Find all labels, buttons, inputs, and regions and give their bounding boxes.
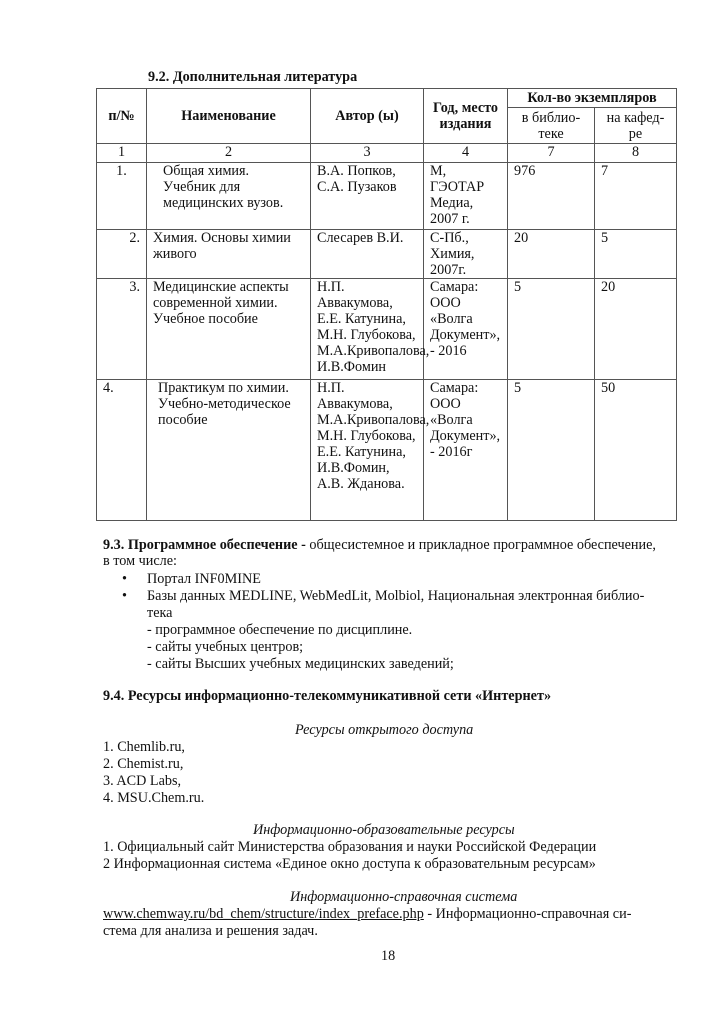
- row-library: 5: [508, 380, 595, 521]
- page-number: 18: [381, 948, 396, 964]
- row-num: 1.: [97, 163, 147, 230]
- col-number: 7: [508, 144, 595, 163]
- header-year-place: Год, место издания: [424, 89, 508, 144]
- row-year-place: Самара: ООО «Волга Документ», - 2016г: [424, 380, 508, 521]
- dash-item: - программное обеспечение по дисциплине.: [147, 622, 413, 638]
- open-access-heading: Ресурсы открытого доступа: [295, 722, 474, 738]
- section-9-2-title: 9.2. Дополнительная литература: [148, 69, 358, 85]
- col-number: 8: [595, 144, 677, 163]
- section-9-4-title: 9.4. Ресурсы информационно-телекоммуникативной сети «Интернет»: [103, 688, 552, 704]
- header-num: п/№: [97, 89, 147, 144]
- edu-resources-heading: Информационно-образовательные ресурсы: [253, 822, 515, 838]
- row-year-place: М, ГЭОТАР Медиа, 2007 г.: [424, 163, 508, 230]
- open-access-item: 4. MSU.Chem.ru.: [103, 790, 205, 806]
- col-number: 4: [424, 144, 508, 163]
- row-year-place: С-Пб., Химия, 2007г.: [424, 230, 508, 279]
- table-row: [97, 230, 677, 279]
- table-row: [97, 279, 677, 380]
- reference-system-desc-cont: стема для анализа и решения задач.: [103, 923, 318, 939]
- row-department: 20: [595, 279, 677, 380]
- col-number: 1: [97, 144, 147, 163]
- table-row: [97, 380, 677, 521]
- row-num: 3.: [97, 279, 147, 380]
- row-num: 4.: [97, 380, 147, 521]
- header-library: в библио-теке: [508, 108, 595, 144]
- row-author: Слесарев В.И.: [311, 230, 424, 279]
- col-number: 2: [147, 144, 311, 163]
- header-copies: Кол-во экземпляров: [508, 89, 677, 108]
- row-author: В.А. Попков, С.А. Пузаков: [311, 163, 424, 230]
- row-author: Н.П. Аввакумова, Е.Е. Катунина, М.Н. Глубокова, М.А.Кривопалова, И.В.Фомин: [311, 279, 424, 380]
- row-author: Н.П. Аввакумова, М.А.Кривопалова, М.Н. Глубокова, Е.Е. Катунина, И.В.Фомин, А.В. Жданова.: [311, 380, 424, 521]
- edu-resource-item: 1. Официальный сайт Министерства образования и науки Российской Федерации: [103, 839, 597, 855]
- row-num: 2.: [97, 230, 147, 279]
- row-department: 50: [595, 380, 677, 521]
- bullet-icon: •: [122, 588, 127, 604]
- bullet-icon: •: [122, 571, 127, 587]
- section-9-3-intro-cont: в том числе:: [103, 553, 177, 569]
- row-name: Химия. Основы химии живого: [147, 230, 311, 279]
- dash-item: - сайты учебных центров;: [147, 639, 304, 655]
- row-department: 7: [595, 163, 677, 230]
- header-name: Наименование: [147, 89, 311, 144]
- row-year-place: Самара: ООО «Волга Документ», - 2016: [424, 279, 508, 380]
- column-number-row: [97, 144, 677, 163]
- open-access-item: 3. ACD Labs,: [103, 773, 182, 789]
- section-9-3-title: 9.3. Программное обеспечение -: [103, 537, 306, 553]
- row-library: 20: [508, 230, 595, 279]
- edu-resource-item: 2 Информационная система «Единое окно доступа к образовательным ресурсам»: [103, 856, 596, 872]
- reference-system-desc: - Информационно-справочная си-: [423, 906, 632, 922]
- additional-literature-table: [96, 88, 677, 521]
- row-department: 5: [595, 230, 677, 279]
- row-library: 976: [508, 163, 595, 230]
- dash-item: - сайты Высших учебных медицинских заведений;: [147, 656, 454, 672]
- reference-system-line: [103, 906, 631, 922]
- row-library: 5: [508, 279, 595, 380]
- bullet-item-cont: тека: [147, 605, 173, 621]
- row-name: Практикум по химии. Учебно-методическое пособие: [147, 380, 311, 521]
- bullet-item: Базы данных MEDLINE, WebMedLit, Molbiol, Национальная электронная библио-: [147, 588, 645, 604]
- header-author: Автор (ы): [311, 89, 424, 144]
- chemway-link[interactable]: www.chemway.ru/bd_chem/structure/index_preface.php: [103, 906, 424, 922]
- row-name: Медицинские аспекты современной химии. Учебное пособие: [147, 279, 311, 380]
- section-9-3-intro: общесистемное и прикладное программное обеспечение,: [305, 537, 656, 553]
- section-9-3-intro-line: [103, 537, 656, 553]
- col-number: 3: [311, 144, 424, 163]
- open-access-item: 2. Chemist.ru,: [103, 756, 184, 772]
- open-access-item: 1. Chemlib.ru,: [103, 739, 185, 755]
- bullet-item: Портал INF0MINE: [147, 571, 261, 587]
- reference-system-heading: Информационно-справочная система: [290, 889, 518, 905]
- table-row: [97, 163, 677, 230]
- header-department: на кафед-ре: [595, 108, 677, 144]
- row-name: Общая химия. Учебник для медицинских вузов.: [147, 163, 311, 230]
